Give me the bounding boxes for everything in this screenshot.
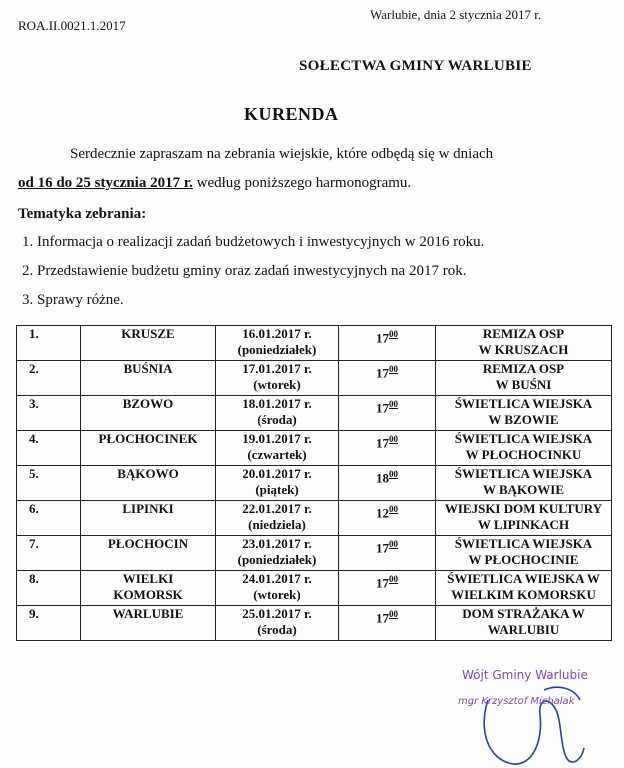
place-line-2: W BĄKOWIE	[482, 482, 565, 497]
place-line-1: ŚWIETLICA WIEJSKA	[454, 431, 593, 446]
stamp-title: Wójt Gminy Warlubie	[462, 668, 588, 682]
village-name: PŁOCHOCIN	[107, 536, 189, 551]
time-cell	[339, 396, 436, 431]
meeting-date: 20.01.2017 r.	[242, 466, 312, 481]
meeting-day: (środa)	[257, 622, 297, 637]
village-cell	[81, 571, 216, 606]
document-title: KURENDA	[244, 104, 339, 124]
row-number: 2.	[17, 361, 81, 396]
place-line-2: W BUŚNI	[495, 377, 552, 392]
date-cell	[216, 326, 339, 361]
village-cell	[81, 431, 216, 466]
meeting-day: (poniedziałek)	[237, 342, 317, 357]
date-line: Warlubie, dnia 2 stycznia 2017 r.	[370, 7, 542, 22]
intro-line-2	[18, 175, 411, 192]
meeting-hour: 17	[376, 540, 389, 556]
place-line-1: ŚWIETLICA WIEJSKA	[454, 536, 593, 551]
row-number: 9.	[17, 606, 81, 641]
schedule-table	[16, 325, 612, 641]
meeting-minutes: 00	[389, 364, 398, 374]
place-line-2: W PŁOCHOCINIE	[468, 552, 579, 567]
row-number: 1.	[17, 326, 81, 361]
place-cell	[436, 536, 612, 571]
meeting-date: 22.01.2017 r.	[242, 501, 312, 516]
place-cell	[436, 396, 612, 431]
schedule-row	[17, 361, 612, 396]
place-cell	[436, 501, 612, 536]
place-line-1: ŚWIETLICA WIEJSKA	[454, 396, 593, 411]
village-cell	[81, 466, 216, 501]
village-name: KRUSZE	[121, 326, 175, 341]
place-line-1: WIEJSKI DOM KULTURY	[444, 501, 603, 516]
place-line-1: ŚWIETLICA WIEJSKA W	[447, 571, 600, 586]
topics-heading: Tematyka zebrania:	[18, 206, 147, 222]
place-line-1: DOM STRAŻAKA W	[462, 606, 585, 621]
schedule-row	[17, 536, 612, 571]
place-cell	[436, 431, 612, 466]
meeting-day: (wtorek)	[253, 587, 301, 602]
meeting-minutes: 00	[389, 329, 398, 339]
meeting-day: (czwartek)	[247, 447, 307, 462]
meeting-hour: 12	[376, 505, 389, 521]
date-cell	[216, 466, 339, 501]
place-line-1: REMIZA OSP	[482, 326, 565, 341]
time-cell	[339, 466, 436, 501]
intro-line-1: Serdecznie zapraszam na zebrania wiejskie, które odbędą się w dniach	[70, 146, 494, 162]
time-cell	[339, 361, 436, 396]
schedule-row	[17, 431, 612, 466]
meeting-hour: 17	[376, 330, 389, 346]
village-cell	[81, 501, 216, 536]
row-number: 7.	[17, 536, 81, 571]
village-name: LIPINKI	[122, 501, 174, 516]
date-cell	[216, 396, 339, 431]
date-cell	[216, 571, 339, 606]
row-number: 6.	[17, 501, 81, 536]
topic-item: 2. Przedstawienie budżetu gminy oraz zadań inwestycyjnych na 2017 rok.	[22, 263, 467, 279]
meeting-date: 17.01.2017 r.	[242, 361, 312, 376]
time-cell	[339, 571, 436, 606]
village-name: PŁOCHOCINEK	[98, 431, 198, 446]
meeting-date: 19.01.2017 r.	[242, 431, 312, 446]
meeting-hour: 17	[376, 575, 389, 591]
meeting-hour: 17	[376, 365, 389, 381]
place-line-1: REMIZA OSP	[482, 361, 565, 376]
village-name: BUŚNIA	[123, 361, 173, 376]
village-cell	[81, 361, 216, 396]
meeting-day: (środa)	[257, 412, 297, 427]
village-cell	[81, 396, 216, 431]
date-cell	[216, 536, 339, 571]
meeting-minutes: 00	[389, 539, 398, 549]
time-cell	[339, 536, 436, 571]
place-line-2: W PŁOCHOCINKU	[465, 447, 582, 462]
meeting-minutes: 00	[389, 574, 398, 584]
meeting-minutes: 00	[389, 609, 398, 619]
place-line-2: W BZOWIE	[488, 412, 559, 427]
date-cell	[216, 361, 339, 396]
stamp-name: mgr Krzysztof Michalak	[458, 696, 575, 707]
schedule-row	[17, 501, 612, 536]
schedule-row	[17, 396, 612, 431]
meeting-minutes: 00	[389, 504, 398, 514]
time-cell	[339, 431, 436, 466]
addressee: SOŁECTWA GMINY WARLUBIE	[299, 58, 532, 74]
village-cell	[81, 536, 216, 571]
meeting-day: (piątek)	[255, 482, 299, 497]
village-name: WIELKI KOMORSK	[113, 571, 183, 602]
place-line-2: WARLUBIU	[487, 622, 560, 637]
time-cell	[339, 326, 436, 361]
meeting-date: 24.01.2017 r.	[242, 571, 312, 586]
schedule-row	[17, 606, 612, 641]
village-name: BZOWO	[122, 396, 174, 411]
meeting-date: 18.01.2017 r.	[242, 396, 312, 411]
date-cell	[216, 606, 339, 641]
place-line-2: W LIPINKACH	[477, 517, 570, 532]
schedule-row	[17, 466, 612, 501]
meeting-minutes: 00	[389, 434, 398, 444]
date-cell	[216, 431, 339, 466]
place-line-1: ŚWIETLICA WIEJSKA	[454, 466, 593, 481]
place-cell	[436, 466, 612, 501]
village-cell	[81, 606, 216, 641]
row-number: 3.	[17, 396, 81, 431]
meeting-minutes: 00	[389, 399, 398, 409]
schedule-row	[17, 326, 612, 361]
meeting-hour: 17	[376, 435, 389, 451]
schedule-row	[17, 571, 612, 606]
topic-item: 3. Sprawy różne.	[22, 292, 124, 308]
row-number: 4.	[17, 431, 81, 466]
meeting-hour: 17	[376, 610, 389, 626]
intro-line-2-rest: według poniższego harmonogramu.	[192, 175, 412, 191]
document-reference: ROA.II.0021.1.2017	[18, 18, 126, 33]
row-number: 5.	[17, 466, 81, 501]
meeting-day: (poniedziałek)	[237, 552, 317, 567]
place-line-2: WIELKIM KOMORSKU	[451, 587, 596, 602]
place-cell	[436, 326, 612, 361]
meeting-date: 16.01.2017 r.	[242, 326, 312, 341]
date-range: od 16 do 25 stycznia 2017 r.	[18, 175, 193, 191]
meeting-date: 25.01.2017 r.	[242, 606, 312, 621]
meeting-minutes: 00	[389, 469, 398, 479]
place-line-2: W KRUSZACH	[478, 342, 569, 357]
place-cell	[436, 361, 612, 396]
date-cell	[216, 501, 339, 536]
place-cell	[436, 571, 612, 606]
meeting-day: (niedziela)	[248, 517, 306, 532]
topic-item: 1. Informacja o realizacji zadań budżetowych i inwestycyjnych w 2016 roku.	[22, 234, 485, 250]
time-cell	[339, 606, 436, 641]
time-cell	[339, 501, 436, 536]
village-cell	[81, 326, 216, 361]
village-name: BĄKOWO	[117, 466, 179, 481]
row-number: 8.	[17, 571, 81, 606]
meeting-date: 23.01.2017 r.	[242, 536, 312, 551]
meeting-hour: 17	[376, 400, 389, 416]
village-name: WARLUBIE	[112, 606, 184, 621]
meeting-hour: 18	[376, 470, 389, 486]
place-cell	[436, 606, 612, 641]
meeting-day: (wtorek)	[253, 377, 301, 392]
